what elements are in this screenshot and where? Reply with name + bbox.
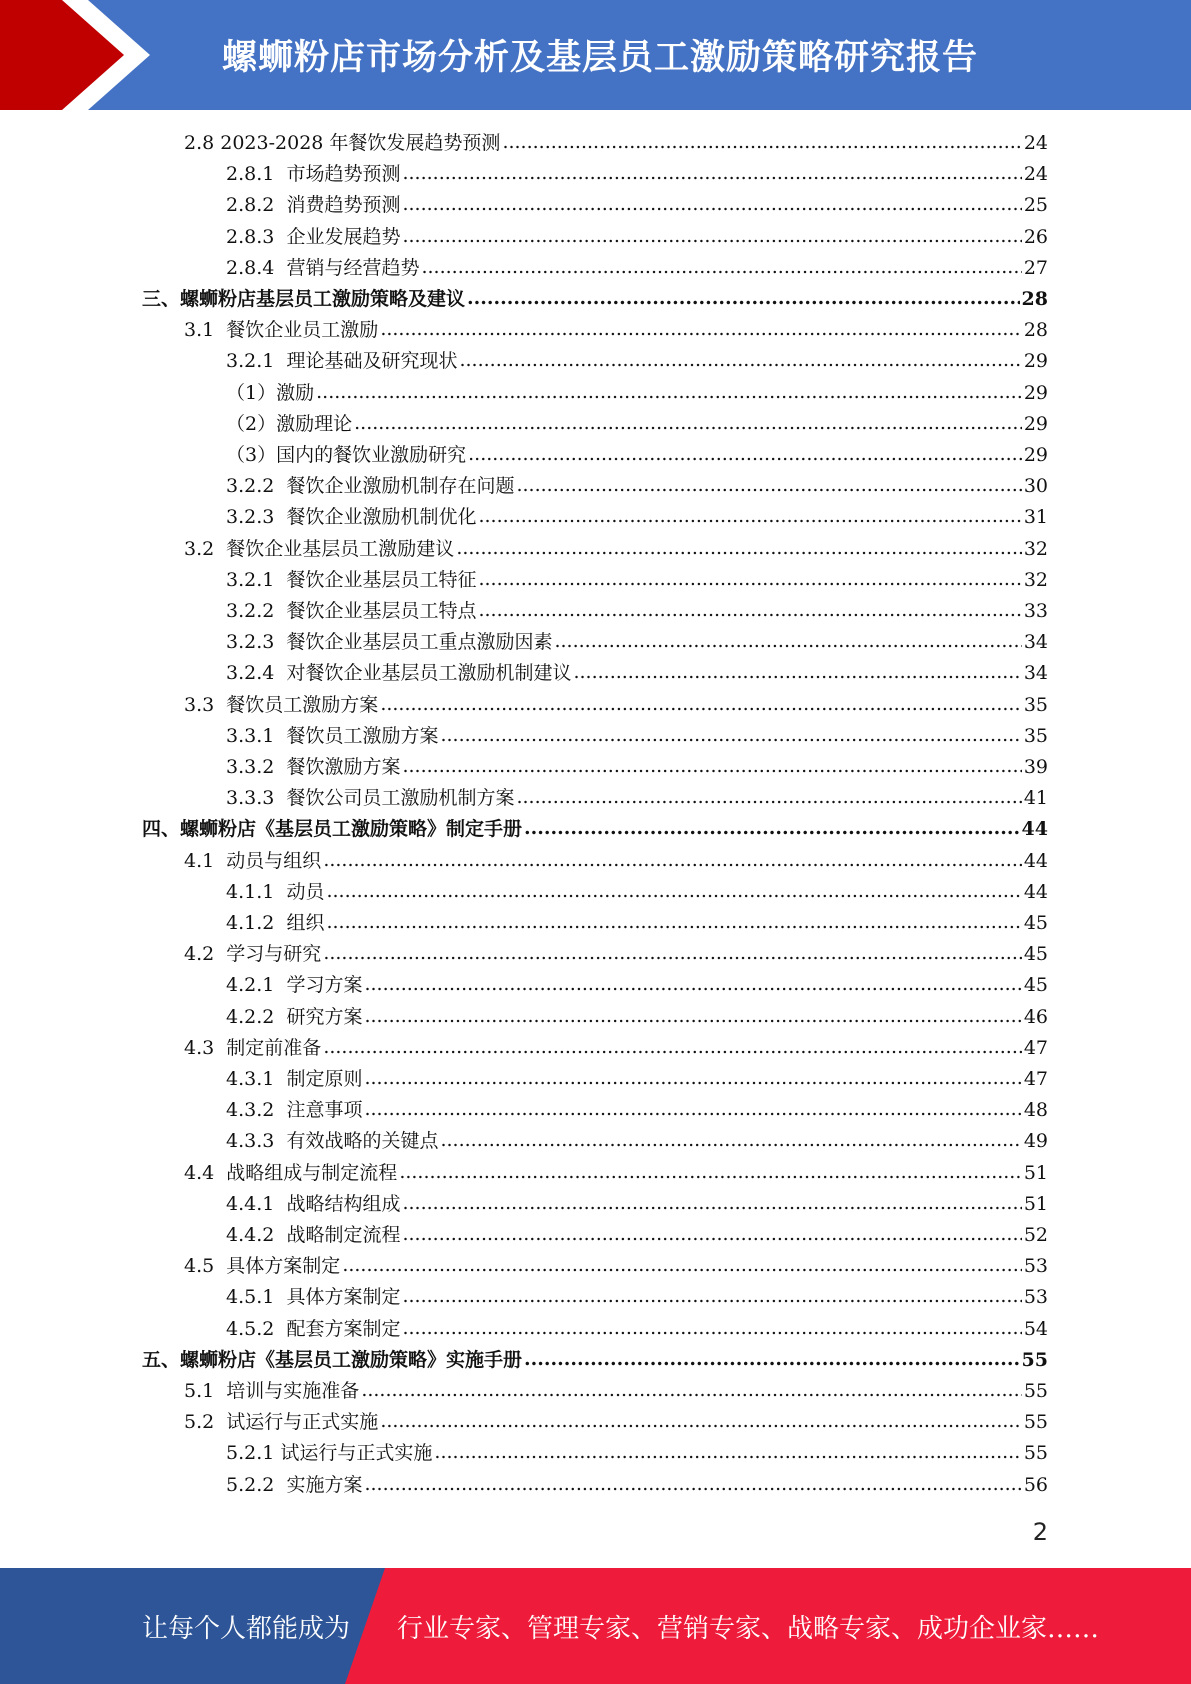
toc-entry[interactable]: [184, 128, 1048, 159]
toc-dot-leader: [323, 1032, 1022, 1063]
toc-entry[interactable]: [226, 1189, 1048, 1220]
toc-entry[interactable]: [142, 1345, 1048, 1376]
toc-entry[interactable]: [226, 222, 1048, 253]
toc-entry-page: 34: [1023, 662, 1048, 684]
toc-dot-leader: [402, 1188, 1021, 1219]
toc-entry-page: 29: [1023, 413, 1048, 435]
toc-dot-leader: [364, 1001, 1021, 1032]
toc-entry-page: 51: [1023, 1162, 1048, 1184]
toc-entry[interactable]: [184, 1251, 1048, 1282]
toc-entry-number: 4.4: [184, 1162, 215, 1184]
toc-entry-page: 29: [1023, 382, 1048, 404]
toc-dot-leader: [478, 501, 1021, 532]
toc-entry-number: 4.3.2: [226, 1099, 275, 1121]
toc-entry-title: 战略制定流程: [274, 1224, 401, 1246]
toc-dot-leader: [380, 1406, 1022, 1437]
toc-entry-title: 餐饮企业基层员工特征: [274, 569, 477, 591]
toc-dot-leader: [380, 314, 1022, 345]
toc-entry-title: 动员: [274, 881, 325, 903]
toc-entry[interactable]: [184, 1033, 1048, 1064]
toc-entry[interactable]: [226, 565, 1048, 596]
toc-entry-page: 46: [1023, 1006, 1048, 1028]
toc-entry-title: 企业发展趋势: [274, 226, 401, 248]
toc-entry-page: 53: [1023, 1286, 1048, 1308]
toc-entry-title: 战略结构组成: [274, 1193, 401, 1215]
toc-entry-number: 5.2.2: [226, 1474, 275, 1496]
toc-entry-page: 32: [1023, 569, 1048, 591]
toc-entry-number: 4.5: [184, 1255, 215, 1277]
toc-entry-title: 餐饮企业员工激励: [214, 319, 379, 341]
toc-entry-page: 41: [1023, 787, 1048, 809]
toc-entry[interactable]: [226, 908, 1048, 939]
toc-entry-number: 2.8.1: [226, 163, 275, 185]
toc-entry-title: 餐饮激励方案: [274, 756, 401, 778]
toc-dot-leader: [364, 1094, 1021, 1125]
toc-entry-page: 44: [1021, 818, 1048, 840]
toc-entry-title: 餐饮企业基层员工重点激励因素: [274, 631, 553, 653]
toc-entry[interactable]: [184, 846, 1048, 877]
toc-entry[interactable]: [226, 440, 1048, 471]
toc-entry-number: 5.1: [184, 1380, 215, 1402]
toc-entry[interactable]: [226, 970, 1048, 1001]
page-header: [0, 0, 1191, 110]
toc-dot-leader: [440, 1125, 1021, 1156]
toc-entry-title: 有效战略的关键点: [274, 1130, 439, 1152]
toc-entry-title: 营销与经营趋势: [274, 257, 420, 279]
toc-entry-title: 具体方案制定: [214, 1255, 341, 1277]
toc-entry[interactable]: [226, 1095, 1048, 1126]
toc-entry-page: 56: [1023, 1474, 1048, 1496]
toc-entry-title: 学习方案: [274, 974, 363, 996]
toc-dot-leader: [459, 345, 1021, 376]
toc-dot-leader: [402, 1313, 1021, 1344]
toc-entry-title: 试运行与正式实施: [274, 1442, 433, 1464]
toc-entry-number: 4.2: [184, 943, 215, 965]
toc-dot-leader: [354, 408, 1022, 439]
toc-entry-title: 餐饮员工激励方案: [214, 694, 379, 716]
toc-entry-page: 29: [1023, 444, 1048, 466]
toc-entry-title: 理论基础及研究现状: [274, 350, 458, 372]
toc-entry-page: 24: [1023, 163, 1048, 185]
toc-entry-title: 注意事项: [274, 1099, 363, 1121]
toc-entry-title: 螺蛳粉店《基层员工激励策略》实施手册: [180, 1349, 523, 1371]
toc-entry-number: 三、: [142, 288, 181, 310]
toc-entry-title: 试运行与正式实施: [214, 1411, 379, 1433]
toc-entry[interactable]: [184, 1407, 1048, 1438]
toc-entry-number: 4.1.1: [226, 881, 275, 903]
toc-dot-leader: [573, 657, 1021, 688]
toc-dot-leader: [361, 1375, 1022, 1406]
toc-entry-number: 3.2.3: [226, 631, 275, 653]
toc-entry-number: 4.2.2: [226, 1006, 275, 1028]
toc-entry[interactable]: [226, 877, 1048, 908]
toc-entry-title: 激励: [276, 382, 315, 404]
toc-entry-number: 3.2.1: [226, 569, 275, 591]
toc-dot-leader: [342, 1250, 1022, 1281]
toc-entry-title: 实施方案: [274, 1474, 363, 1496]
toc-entry-title: 螺蛳粉店基层员工激励策略及建议: [180, 288, 466, 310]
toc-dot-leader: [326, 907, 1021, 938]
toc-entry-page: 44: [1023, 850, 1048, 872]
toc-entry[interactable]: [184, 534, 1048, 565]
toc-entry-title: 具体方案制定: [274, 1286, 401, 1308]
toc-entry[interactable]: [226, 721, 1048, 752]
toc-entry-number: （2）: [226, 413, 277, 435]
toc-entry-title: 国内的餐饮业激励研究: [276, 444, 467, 466]
toc-entry[interactable]: [226, 1126, 1048, 1157]
toc-entry-title: 餐饮公司员工激励机制方案: [274, 787, 515, 809]
toc-entry-title: 餐饮员工激励方案: [274, 725, 439, 747]
toc-entry-page: 47: [1023, 1068, 1048, 1090]
toc-entry[interactable]: [184, 939, 1048, 970]
toc-dot-leader: [364, 1063, 1021, 1094]
toc-entry-title: 2023-2028 年餐饮发展趋势预测: [214, 132, 501, 154]
toc-entry[interactable]: [226, 190, 1048, 221]
toc-entry-number: （3）: [226, 444, 277, 466]
toc-entry-number: 3.2.3: [226, 506, 275, 528]
toc-entry[interactable]: [184, 690, 1048, 721]
toc-entry[interactable]: [142, 284, 1048, 315]
toc-entry-title: 市场趋势预测: [274, 163, 401, 185]
toc-entry-number: 4.1.2: [226, 912, 275, 934]
toc-entry-page: 35: [1023, 694, 1048, 716]
toc-entry[interactable]: [226, 783, 1048, 814]
page-footer: [0, 1568, 1191, 1684]
toc-entry-title: 研究方案: [274, 1006, 363, 1028]
toc-entry-page: 32: [1023, 538, 1048, 560]
toc-entry-page: 49: [1023, 1130, 1048, 1152]
toc-entry[interactable]: [142, 814, 1048, 845]
toc-entry-title: 组织: [274, 912, 325, 934]
toc-entry[interactable]: [226, 159, 1048, 190]
toc-entry-title: 对餐饮企业基层员工激励机制建议: [274, 662, 572, 684]
toc-entry-number: 五、: [142, 1349, 181, 1371]
toc-entry-number: 4.3: [184, 1037, 215, 1059]
toc-dot-leader: [502, 127, 1021, 158]
toc-entry-page: 33: [1023, 600, 1048, 622]
toc-entry-page: 45: [1023, 912, 1048, 934]
toc-dot-leader: [316, 377, 1022, 408]
toc-entry[interactable]: [226, 627, 1048, 658]
toc-entry-page: 55: [1023, 1380, 1048, 1402]
toc-entry-number: 4.4.1: [226, 1193, 275, 1215]
toc-entry-page: 44: [1023, 881, 1048, 903]
toc-entry-title: 配套方案制定: [274, 1318, 401, 1340]
page-number: 2: [1032, 1518, 1048, 1546]
toc-entry-page: 35: [1023, 725, 1048, 747]
toc-entry-number: 3.2.2: [226, 475, 275, 497]
toc-entry-title: 餐饮企业基层员工特点: [274, 600, 477, 622]
toc-entry-title: 餐饮企业激励机制存在问题: [274, 475, 515, 497]
toc-dot-leader: [524, 813, 1020, 844]
toc-entry-number: 4.3.1: [226, 1068, 275, 1090]
toc-entry-number: 4.4.2: [226, 1224, 275, 1246]
toc-entry[interactable]: [184, 1376, 1048, 1407]
toc-entry-number: 2.8: [184, 132, 215, 154]
toc-entry[interactable]: [226, 378, 1048, 409]
toc-entry-page: 26: [1023, 226, 1048, 248]
toc-entry-number: 3.2.2: [226, 600, 275, 622]
toc-dot-leader: [467, 283, 1020, 314]
toc-entry-number: 四、: [142, 818, 181, 840]
toc-entry-page: 25: [1023, 194, 1048, 216]
toc-entry-page: 47: [1023, 1037, 1048, 1059]
toc-dot-leader: [434, 1437, 1021, 1468]
toc-entry-page: 53: [1023, 1255, 1048, 1277]
toc-entry-number: 5.2: [184, 1411, 215, 1433]
toc-dot-leader: [326, 876, 1021, 907]
toc-entry-number: 3.2.1: [226, 350, 275, 372]
toc-entry[interactable]: [226, 502, 1048, 533]
toc-entry-number: 3.2.4: [226, 662, 275, 684]
toc-dot-leader: [323, 845, 1022, 876]
toc-entry[interactable]: [226, 1220, 1048, 1251]
toc-dot-leader: [402, 221, 1021, 252]
toc-entry-title: 培训与实施准备: [214, 1380, 360, 1402]
toc-dot-leader: [380, 689, 1022, 720]
toc-entry[interactable]: [226, 1438, 1048, 1469]
toc-entry-page: 54: [1023, 1318, 1048, 1340]
toc-dot-leader: [468, 439, 1022, 470]
toc-entry-number: 3.3.2: [226, 756, 275, 778]
toc-entry-number: 4.3.3: [226, 1130, 275, 1152]
footer-slogan-right: 行业专家、管理专家、营销专家、战略专家、成功企业家……: [397, 1614, 1100, 1644]
toc-entry[interactable]: [226, 658, 1048, 689]
toc-dot-leader: [516, 782, 1021, 813]
toc-entry-title: 消费趋势预测: [274, 194, 401, 216]
toc-dot-leader: [399, 1157, 1022, 1188]
toc-entry[interactable]: [226, 1470, 1048, 1501]
toc-entry[interactable]: [184, 315, 1048, 346]
toc-entry-page: 51: [1023, 1193, 1048, 1215]
toc-entry-page: 28: [1023, 319, 1048, 341]
toc-entry-title: 餐饮企业激励机制优化: [274, 506, 477, 528]
toc-entry-number: 4.1: [184, 850, 215, 872]
toc-entry-title: 学习与研究: [214, 943, 322, 965]
toc-dot-leader: [554, 626, 1021, 657]
toc-entry[interactable]: [226, 1064, 1048, 1095]
toc-dot-leader: [516, 470, 1021, 501]
toc-entry-title: 螺蛳粉店《基层员工激励策略》制定手册: [180, 818, 523, 840]
toc-entry-page: 45: [1023, 943, 1048, 965]
toc-dot-leader: [478, 564, 1021, 595]
toc-entry[interactable]: [226, 1002, 1048, 1033]
toc-entry-number: 5.2.1: [226, 1442, 275, 1464]
toc-entry-page: 28: [1021, 288, 1048, 310]
header-title: 螺蛳粉店市场分析及基层员工激励策略研究报告: [222, 38, 979, 78]
toc-entry[interactable]: [184, 1158, 1048, 1189]
toc-dot-leader: [364, 969, 1021, 1000]
toc-dot-leader: [440, 720, 1021, 751]
toc-entry[interactable]: [226, 752, 1048, 783]
toc-entry[interactable]: [226, 253, 1048, 284]
toc-entry-title: 动员与组织: [214, 850, 322, 872]
toc-dot-leader: [478, 595, 1021, 626]
toc-entry-page: 39: [1023, 756, 1048, 778]
toc-entry-page: 55: [1023, 1411, 1048, 1433]
toc-entry-title: 餐饮企业基层员工激励建议: [214, 538, 455, 560]
toc-dot-leader: [402, 158, 1021, 189]
toc-dot-leader: [402, 1281, 1021, 1312]
toc-dot-leader: [402, 751, 1021, 782]
toc-entry-number: （1）: [226, 382, 277, 404]
toc-entry-page: 30: [1023, 475, 1048, 497]
toc-dot-leader: [323, 938, 1022, 969]
toc-entry-title: 制定前准备: [214, 1037, 322, 1059]
toc-entry-title: 战略组成与制定流程: [214, 1162, 398, 1184]
toc-entry-number: 3.3.1: [226, 725, 275, 747]
toc-dot-leader: [421, 252, 1021, 283]
toc-entry[interactable]: [226, 471, 1048, 502]
toc-entry-page: 24: [1023, 132, 1048, 154]
toc-entry-page: 52: [1023, 1224, 1048, 1246]
toc-entry[interactable]: [226, 596, 1048, 627]
toc-entry-number: 2.8.3: [226, 226, 275, 248]
toc-entry-number: 2.8.2: [226, 194, 275, 216]
toc-dot-leader: [524, 1344, 1020, 1375]
toc-entry[interactable]: [226, 346, 1048, 377]
toc-entry-number: 3.2: [184, 538, 215, 560]
toc-entry[interactable]: [226, 1314, 1048, 1345]
toc-entry-number: 4.5.1: [226, 1286, 275, 1308]
toc-dot-leader: [364, 1469, 1021, 1500]
toc-entry-page: 45: [1023, 974, 1048, 996]
toc-dot-leader: [402, 1219, 1021, 1250]
toc-entry-number: 3.3.3: [226, 787, 275, 809]
toc-entry-number: 2.8.4: [226, 257, 275, 279]
toc-entry-page: 55: [1021, 1349, 1048, 1371]
toc-entry-number: 3.3: [184, 694, 215, 716]
toc-entry-page: 34: [1023, 631, 1048, 653]
toc-dot-leader: [402, 189, 1021, 220]
toc-entry-page: 29: [1023, 350, 1048, 372]
toc-entry-page: 48: [1023, 1099, 1048, 1121]
toc-entry-number: 4.2.1: [226, 974, 275, 996]
toc-entry-page: 31: [1023, 506, 1048, 528]
toc-entry-title: 激励理论: [276, 413, 353, 435]
toc-dot-leader: [456, 533, 1022, 564]
toc-entry-number: 3.1: [184, 319, 215, 341]
toc-entry-number: 4.5.2: [226, 1318, 275, 1340]
toc-entry[interactable]: [226, 409, 1048, 440]
toc-entry-page: 27: [1023, 257, 1048, 279]
toc-entry-title: 制定原则: [274, 1068, 363, 1090]
toc-entry[interactable]: [226, 1282, 1048, 1313]
footer-slogan-left: 让每个人都能成为: [142, 1614, 351, 1644]
toc-entry-page: 55: [1023, 1442, 1048, 1464]
